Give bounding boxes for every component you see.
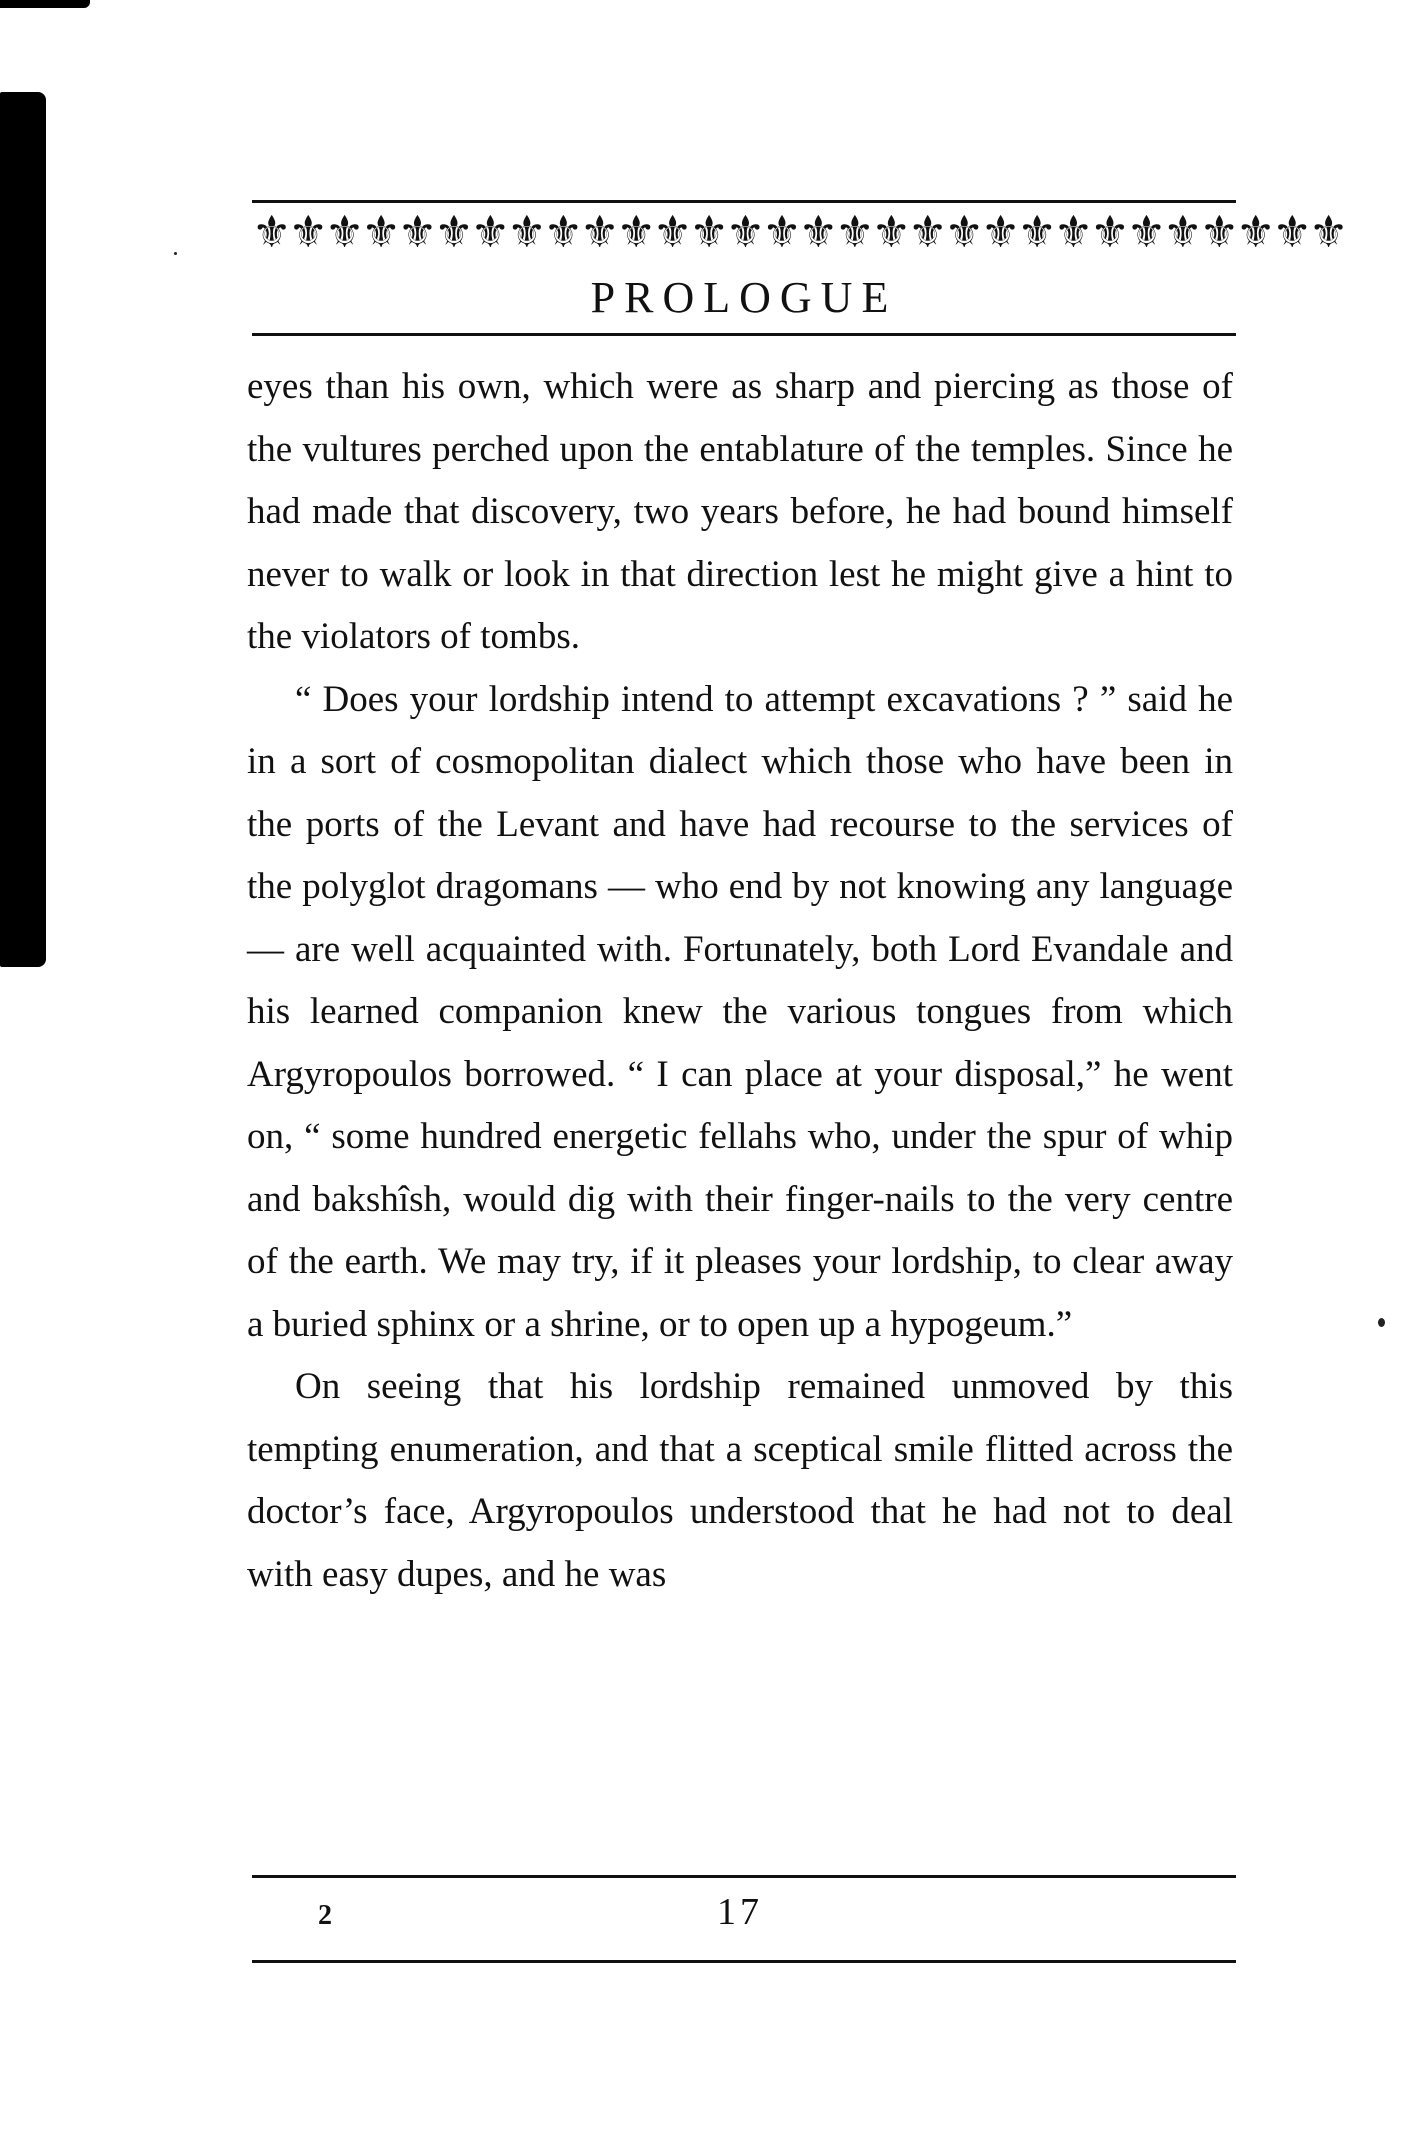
paragraph-3: On seeing that his lordship remained unmoved by this tempting enumeration, and that a sceptical smile flitted across the doctor’s face, Argyropoulos understood that he had not to deal with easy dupes, and he was: [247, 1366, 1233, 1595]
header-bottom-rule: [252, 333, 1236, 336]
running-head-title: PROLOGUE: [590, 273, 898, 322]
scan-border-corner: [0, 0, 90, 8]
scan-speck: [174, 252, 177, 255]
page-number: 17: [717, 1891, 763, 1933]
header-top-rule: [252, 200, 1236, 203]
scan-speck: [1378, 1318, 1385, 1327]
signature-mark: 2: [318, 1900, 332, 1931]
footer-top-rule: [252, 1875, 1236, 1878]
footer-bottom-rule: [252, 1960, 1236, 1963]
paragraph-1: eyes than his own, which were as sharp and piercing as those of the vultures perched upon the entablature of the temples. Since he had made that discovery, two years before, he had bound himself never to walk or look in that direction lest he might give a hint to the violators of tombs.: [247, 366, 1233, 657]
body-text: [247, 356, 1233, 1606]
paragraph-2: “ Does your lordship intend to attempt excavations ? ” said he in a sort of cosmopolitan dialect which those who have been in the ports of the Levant and have had recourse to the services of the polyglot dragomans — who end by not knowing any language — are well acquainted with. Fortunately, both Lord Evandale and his learned companion knew the various tongues from which Argyropoulos borrowed. “ I can place at your disposal,” he went on, “ some hundred energetic fellahs who, under the spur of whip and bakshîsh, would dig with their finger-nails to the very centre of the earth. We may try, if it pleases your lordship, to clear away a buried sphinx or a shrine, or to open up a hypogeum.”: [247, 678, 1233, 1345]
scan-border-edge: [0, 92, 46, 967]
fleuron-ornament-band: ⚜⚜⚜⚜⚜⚜⚜⚜⚜⚜⚜⚜⚜⚜⚜⚜⚜⚜⚜⚜⚜⚜⚜⚜⚜⚜⚜⚜⚜⚜: [252, 208, 1346, 257]
